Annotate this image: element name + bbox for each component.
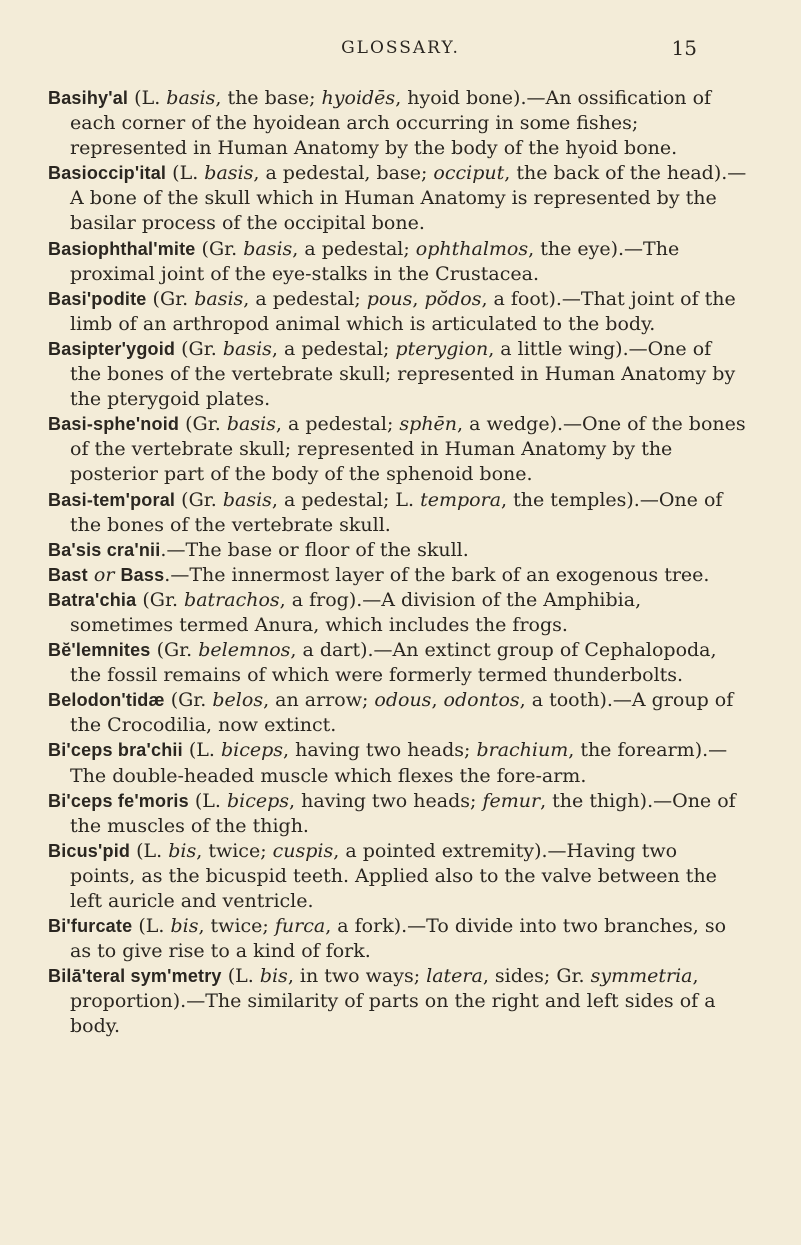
italic-term: occiput	[433, 162, 505, 185]
definition-text: , the thigh).—One of the muscles of the thigh.	[70, 789, 736, 837]
definition-text: , the forearm).—The double-headed muscle which flexes the fore-arm.	[70, 739, 728, 787]
definition-text: (L.	[188, 789, 227, 812]
definition-text: ,	[431, 689, 444, 712]
glossary-entry	[48, 412, 748, 487]
definition-text: (Gr.	[164, 689, 213, 712]
italic-term: belemnos	[198, 639, 291, 662]
definition-text: , an arrow;	[263, 689, 375, 712]
definition-text: , a frog).—A division of the Amphibia, sometimes termed Anura, which includes the frogs.	[70, 588, 642, 636]
glossary-entry	[48, 789, 748, 839]
entry-headword: Bicus'pid	[48, 840, 131, 861]
italic-term: pous	[366, 287, 413, 310]
glossary-entry	[48, 488, 748, 538]
glossary-entry	[48, 337, 748, 412]
italic-term: cuspis	[272, 839, 334, 862]
definition-text: , twice;	[196, 839, 273, 862]
glossary-entries	[48, 86, 748, 1040]
italic-term: femur	[482, 789, 541, 812]
italic-term: or	[93, 563, 115, 586]
glossary-entry	[48, 161, 748, 236]
glossary-entry	[48, 588, 748, 638]
definition-text: (Gr.	[179, 413, 227, 436]
italic-term: latera	[426, 965, 483, 988]
definition-text: , a fork).—To divide into two branches, so as to give rise to a kind of fork.	[70, 915, 727, 963]
definition-text: .—The base or floor of the skull.	[160, 538, 469, 561]
glossary-entry	[48, 964, 748, 1039]
definition-text: , proportion).—The similarity of parts on the right and left sides of a body.	[70, 965, 716, 1038]
definition-text: , twice;	[198, 915, 275, 938]
glossary-entry	[48, 688, 748, 738]
definition-text: , the temples).—One of the bones of the vertebrate skull.	[70, 488, 723, 536]
entry-headword: Batra'chia	[48, 589, 137, 610]
entry-headword: Basiophthal'mite	[48, 238, 196, 259]
definition-text: , a pedestal, base;	[253, 162, 434, 185]
italic-term: bis	[168, 839, 197, 862]
italic-term: pŏdos	[424, 287, 482, 310]
definition-text: , a pedestal;	[292, 237, 416, 260]
italic-term: basis	[222, 337, 272, 360]
italic-term: hyoidēs	[321, 87, 396, 109]
entry-headword: Basipter'ygoid	[48, 338, 176, 359]
entry-headword: Bi'furcate	[48, 916, 133, 937]
glossary-entry	[48, 86, 748, 161]
italic-term: furca	[274, 915, 326, 938]
italic-term: pterygion	[395, 337, 489, 360]
entry-headword: Basi-tem'poral	[48, 489, 176, 510]
definition-text: (Gr.	[146, 287, 195, 310]
definition-text: (L.	[166, 162, 205, 185]
definition-text: , a pointed extremity).—Having two points, as the bicuspid teeth. Applied also to the valve between the left auricle and ventricle.	[70, 839, 717, 912]
glossary-entry	[48, 738, 748, 788]
italic-term: bis	[170, 915, 199, 938]
entry-headword: Basihy'al	[48, 88, 129, 108]
definition-text: (L.	[221, 965, 260, 988]
glossary-entry	[48, 538, 748, 563]
italic-term: biceps	[220, 739, 284, 762]
definition-text: , a little wing).—One of the bones of the vertebrate skull; represented in Human Anatomy by the pterygoid plates.	[70, 337, 736, 411]
glossary-entry	[48, 914, 748, 964]
italic-term: symmetria	[590, 965, 693, 988]
definition-text: (Gr.	[195, 237, 244, 260]
page-number: 15	[671, 36, 697, 60]
entry-headword: Bĕ'lemnites	[48, 640, 151, 661]
italic-term: bis	[259, 965, 288, 988]
entry-headword-variant: Bass	[120, 564, 165, 585]
glossary-entry	[48, 638, 748, 688]
definition-text: (L.	[182, 739, 221, 762]
glossary-entry	[48, 839, 748, 914]
entry-headword: Basioccip'ital	[48, 163, 167, 184]
definition-text: .—The innermost layer of the bark of an exogenous tree.	[164, 563, 710, 586]
italic-term: sphēn	[399, 413, 458, 436]
definition-text: (Gr.	[175, 337, 223, 360]
definition-text: ,	[412, 287, 425, 310]
definition-text: , a pedestal;	[243, 287, 367, 310]
definition-text: , the back of the head).—A bone of the skull which in Human Anatomy is represented by the basilar process of the occipital bone.	[70, 162, 747, 235]
definition-text: , the base;	[215, 87, 322, 109]
italic-term: basis	[204, 162, 254, 185]
italic-term: ophthalmos	[415, 237, 529, 260]
entry-headword: Bi'ceps fe'moris	[48, 790, 189, 811]
definition-text: , a dart).—An extinct group of Cephalopoda, the fossil remains of which were formerly termed thunderbolts.	[70, 639, 717, 687]
definition-text: , having two heads;	[283, 739, 477, 762]
italic-term: basis	[166, 87, 216, 109]
definition-text: (L.	[128, 87, 167, 109]
italic-term: belos	[212, 689, 264, 712]
entry-headword: Bi'ceps bra'chii	[48, 740, 183, 761]
definition-text: , a pedestal;	[275, 413, 400, 436]
definition-text: , sides; Gr.	[482, 965, 591, 988]
definition-text: , a pedestal;	[271, 337, 396, 360]
definition-text: (Gr.	[150, 639, 199, 662]
definition-text: , a wedge).—One of the bones of the vertebrate skull; represented in Human Anatomy by the posterior part of the body of the sphenoid bone.	[70, 413, 746, 486]
glossary-entry	[48, 287, 748, 337]
italic-term: basis	[194, 287, 244, 310]
definition-text: (L.	[132, 915, 171, 938]
definition-text: (L.	[130, 839, 169, 862]
definition-text: , hyoid bone).—An ossification of each corner of the hyoidean arch occurring in some fishes; represented in Human Anatomy by the body of the hyoid bone.	[70, 87, 712, 160]
definition-text: (Gr.	[136, 588, 185, 611]
entry-headword: Ba'sis cra'nii	[48, 539, 161, 560]
italic-term: batrachos	[184, 588, 280, 611]
definition-text: , a pedestal; L.	[271, 488, 421, 511]
definition-text: (Gr.	[175, 488, 223, 511]
italic-term: tempora	[420, 488, 502, 511]
italic-term: odous	[374, 689, 432, 712]
glossary-entry	[48, 237, 748, 287]
entry-headword: Bast	[48, 564, 88, 585]
definition-text: , a tooth).—A group of the Crocodilia, now extinct.	[70, 689, 734, 737]
definition-text: , in two ways;	[287, 965, 427, 988]
running-head: GLOSSARY.	[341, 38, 460, 58]
definition-text: , a foot).—That joint of the limb of an arthropod animal which is articulated to the body.	[70, 287, 736, 335]
entry-headword: Belodon'tidæ	[48, 690, 165, 711]
italic-term: odontos	[443, 689, 520, 712]
entry-headword: Basi'podite	[48, 288, 147, 309]
glossary-entry	[48, 563, 748, 588]
definition-text: , having two heads;	[289, 789, 483, 812]
italic-term: basis	[226, 413, 276, 436]
italic-term: brachium	[476, 739, 569, 762]
italic-term: biceps	[226, 789, 290, 812]
entry-headword: Bilā'teral sym'metry	[48, 966, 222, 987]
definition-text: , the eye).—The proximal joint of the eye-stalks in the Crustacea.	[70, 237, 680, 285]
italic-term: basis	[243, 237, 293, 260]
italic-term: basis	[222, 488, 272, 511]
entry-headword: Basi-sphe'noid	[48, 414, 180, 435]
